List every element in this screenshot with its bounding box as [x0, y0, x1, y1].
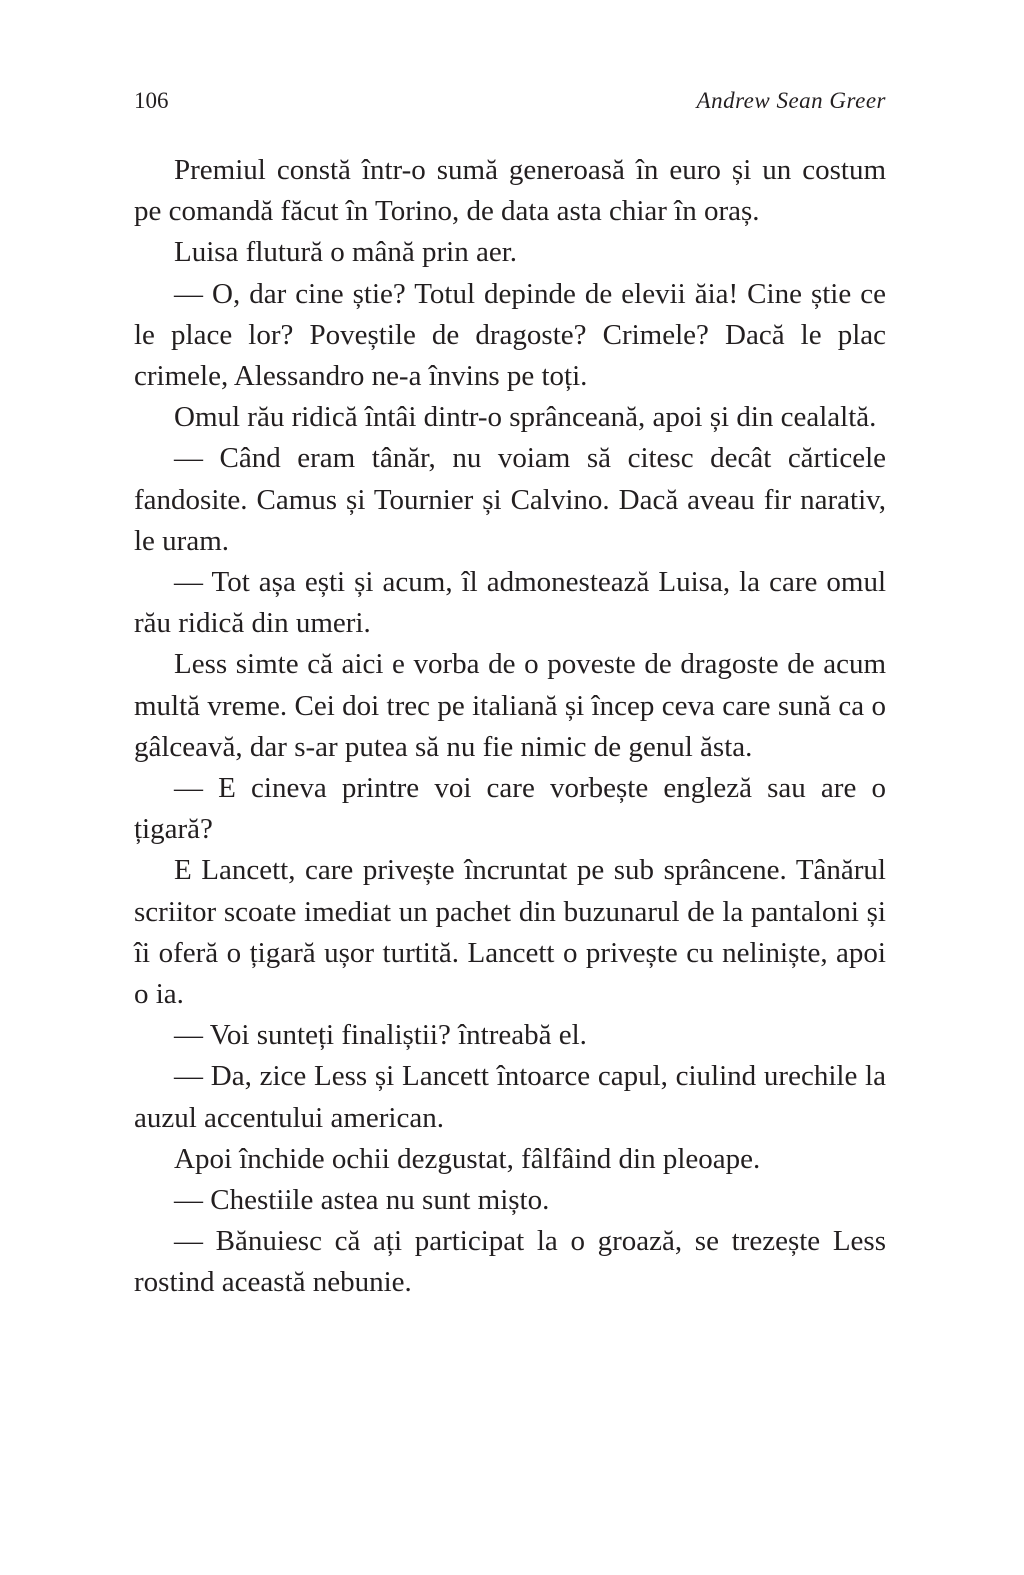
dialogue-paragraph: — Bănuiesc că ați participat la o groază, se trezește Less rostind această nebunie.	[134, 1225, 886, 1299]
running-head-author: Andrew Sean Greer	[696, 88, 886, 113]
paragraph: Premiul constă într-o sumă generoasă în euro și un costum pe comandă făcut în Torino, de data asta chiar în oraș.	[134, 154, 886, 228]
dialogue-paragraph: — O, dar cine știe? Totul depinde de elevii ăia! Cine știe ce le place lor? Poveștile de dragoste? Crimele? Dacă le plac crimele, Alessandro ne-a învins pe toți.	[134, 277, 886, 393]
dialogue-paragraph: — Chestiile astea nu sunt mișto.	[174, 1184, 550, 1217]
dialogue-paragraph: — Voi sunteți finaliștii? întreabă el.	[174, 1019, 587, 1052]
paragraph: E Lancett, care privește încruntat pe sub sprâncene. Tânărul scriitor scoate imediat un pachet din buzunarul de la pantaloni și îi oferă o țigară ușor turtită. Lancett o privește cu neliniște, apoi o ia.	[134, 854, 886, 1011]
dialogue-paragraph: — Da, zice Less și Lancett întoarce capul, ciulind urechile la auzul accentului american.	[134, 1060, 886, 1134]
page-number: 106	[134, 88, 169, 113]
page-header	[134, 88, 886, 120]
body-text	[134, 150, 886, 1304]
paragraph: Less simte că aici e vorba de o poveste de dragoste de acum multă vreme. Cei doi trec pe italiană și încep ceva care sună ca o gâlceavă, dar s-ar putea să nu fie nimic de genul ăsta.	[134, 648, 886, 763]
paragraph: Luisa flutură o mână prin aer.	[174, 236, 518, 269]
dialogue-paragraph: — E cineva printre voi care vorbește engleză sau are o țigară?	[134, 772, 886, 846]
paragraph: Apoi închide ochii dezgustat, fâlfâind din pleoape.	[174, 1142, 761, 1175]
dialogue-paragraph: — Când eram tânăr, nu voiam să citesc decât cărticele fandosite. Camus și Tournier și Calvino. Dacă aveau fir narativ, le uram.	[134, 442, 886, 557]
dialogue-paragraph: — Tot așa ești și acum, îl admonestează Luisa, la care omul rău ridică din umeri.	[134, 566, 886, 640]
paragraph: Omul rău ridică întâi dintr-o sprânceană, apoi și din cealaltă.	[174, 401, 877, 434]
